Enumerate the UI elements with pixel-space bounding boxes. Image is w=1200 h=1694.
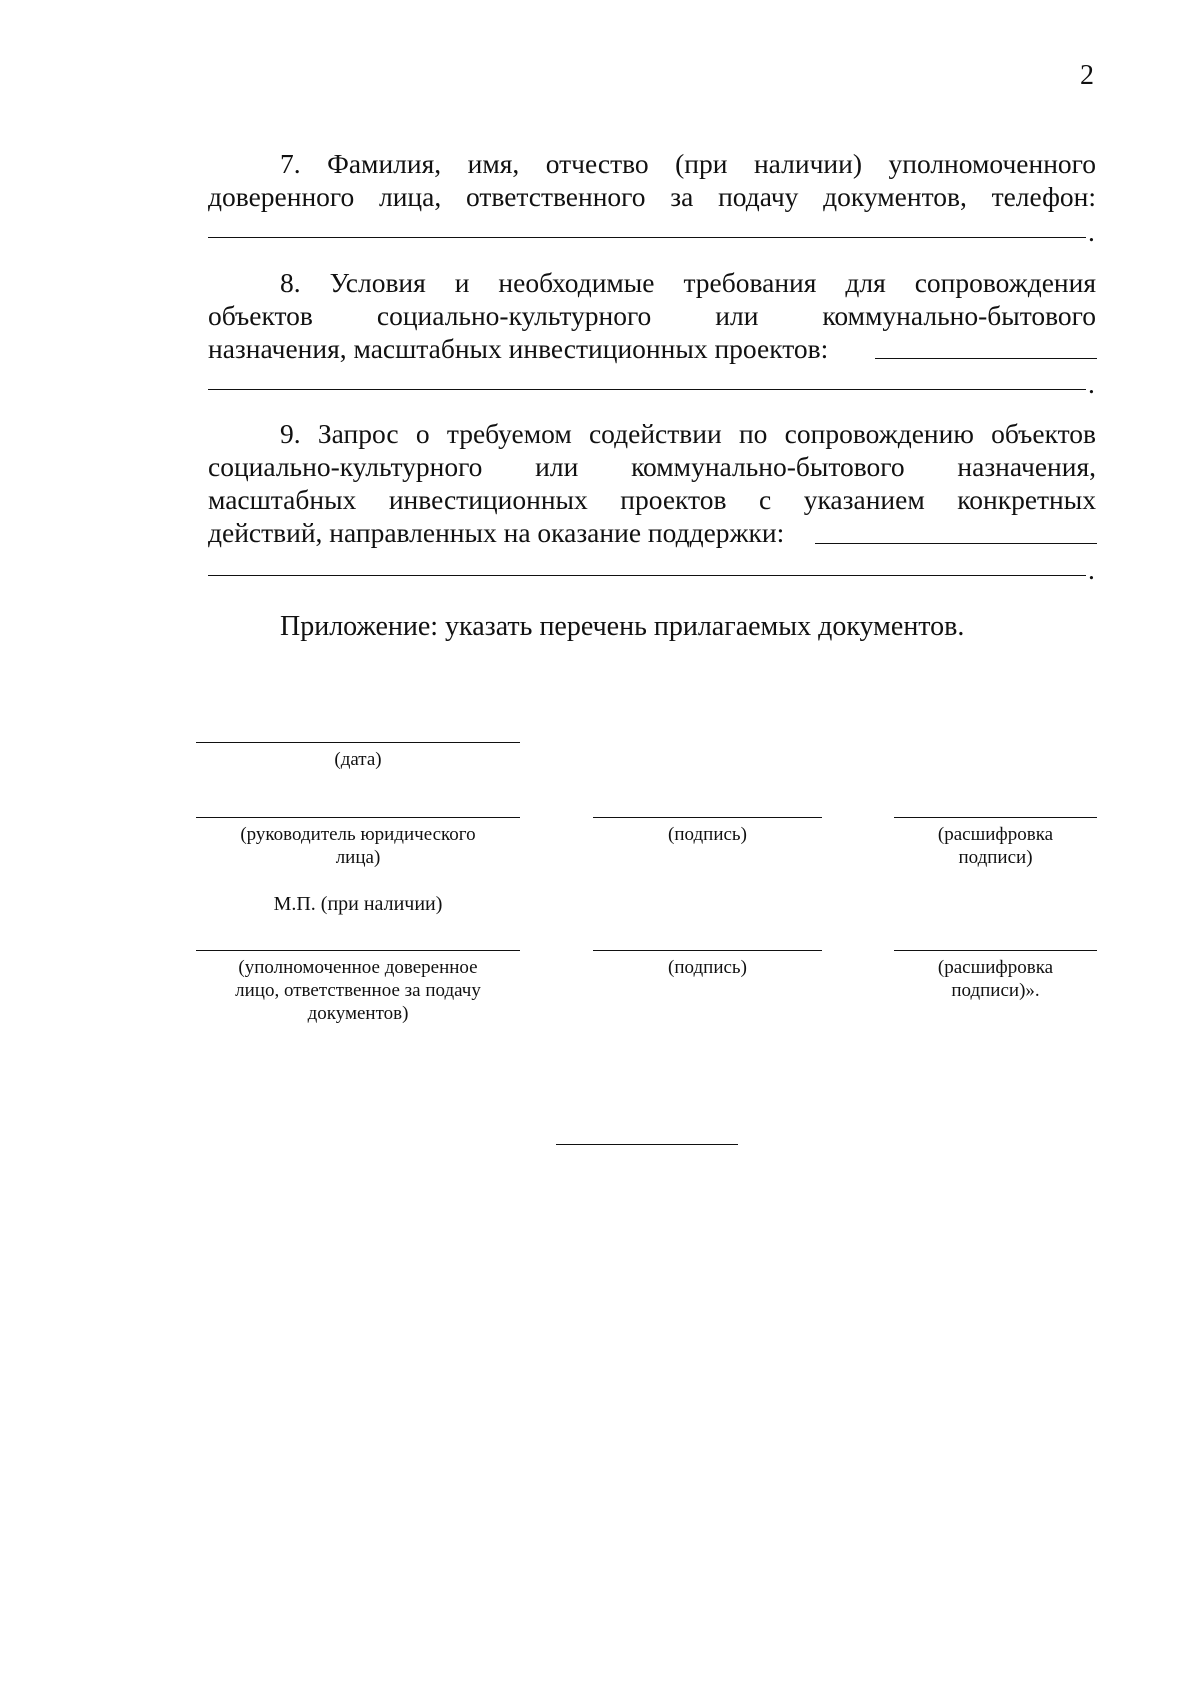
agent-caption-line-1: (уполномоченное доверенное: [238, 957, 478, 978]
item-8-inline-blank[interactable]: [875, 358, 1097, 359]
page-number: 2: [1080, 60, 1094, 91]
item-8-text-1: Условия и необходимые требования для сопровождения: [329, 267, 1097, 298]
head-signature-caption: (подпись): [668, 824, 747, 845]
head-decode-caption-line-2: подписи): [958, 847, 1033, 868]
attachment-note: Приложение: указать перечень прилагаемых документов.: [280, 611, 965, 642]
item-8: [208, 266, 1096, 365]
item-7-text-1: Фамилия, имя, отчество (при наличии) уполномоченного: [327, 148, 1097, 179]
stamp-note: М.П. (при наличии): [273, 893, 443, 915]
item-9-text-1: Запрос о требуемом содействии по сопровождению объектов: [317, 418, 1096, 449]
agent-caption-line-3: документов): [307, 1003, 409, 1024]
item-8-blank-end: .: [1088, 368, 1095, 399]
agent-signature-caption: (подпись): [668, 957, 747, 978]
item-9-text-4: действий, направленных на оказание поддержки:: [208, 517, 785, 548]
head-decode-caption-line-1: (расшифровка: [937, 824, 1054, 845]
head-decode-caption: [894, 823, 1097, 869]
item-7-line-2: доверенного лица, ответственного за подачу документов, телефон:: [208, 181, 1096, 212]
item-9-blank-end: .: [1088, 554, 1095, 585]
agent-line[interactable]: [196, 950, 520, 951]
item-8-number: 8.: [280, 267, 301, 298]
item-9-line-4: [208, 516, 1096, 549]
agent-decode-caption-line-1: (расшифровка: [937, 957, 1054, 978]
item-9: [208, 417, 1096, 549]
item-8-blank-line[interactable]: [208, 389, 1086, 390]
item-7-blank-line[interactable]: [208, 237, 1086, 238]
date-caption: (дата): [334, 749, 382, 770]
agent-decode-line[interactable]: [894, 950, 1097, 951]
agent-decode-caption: [894, 956, 1097, 1002]
item-9-blank-line[interactable]: [208, 575, 1086, 576]
head-decode-line[interactable]: [894, 817, 1097, 818]
head-caption: [196, 823, 520, 869]
item-8-text-3: назначения, масштабных инвестиционных проектов:: [208, 333, 829, 364]
item-9-line-3: масштабных инвестиционных проектов с указанием конкретных: [208, 484, 1096, 515]
item-9-number: 9.: [280, 418, 301, 449]
agent-signature-line[interactable]: [593, 950, 822, 951]
agent-decode-caption-line-2: подписи)».: [951, 980, 1040, 1001]
item-8-line-3: [208, 332, 1096, 365]
item-7-number: 7.: [280, 148, 301, 179]
agent-caption: [196, 956, 520, 1025]
head-signature-line[interactable]: [593, 817, 822, 818]
head-caption-line-2: лица): [335, 847, 381, 868]
item-9-line-2: социально-культурного или коммунально-бытового назначения,: [208, 451, 1096, 482]
item-7-line-1: [208, 147, 1096, 180]
head-caption-line-1: (руководитель юридического: [240, 824, 476, 845]
item-9-line-1: [208, 417, 1096, 450]
item-8-line-1: [208, 266, 1096, 299]
agent-caption-line-2: лицо, ответственное за подачу: [235, 980, 481, 1001]
item-7: [208, 147, 1096, 213]
end-rule: [556, 1144, 738, 1145]
item-8-line-2: объектов социально-культурного или коммунально-бытового: [208, 300, 1096, 331]
head-line[interactable]: [196, 817, 520, 818]
item-7-blank-end: .: [1088, 216, 1095, 247]
date-line[interactable]: [196, 742, 520, 743]
item-9-inline-blank[interactable]: [815, 543, 1097, 544]
